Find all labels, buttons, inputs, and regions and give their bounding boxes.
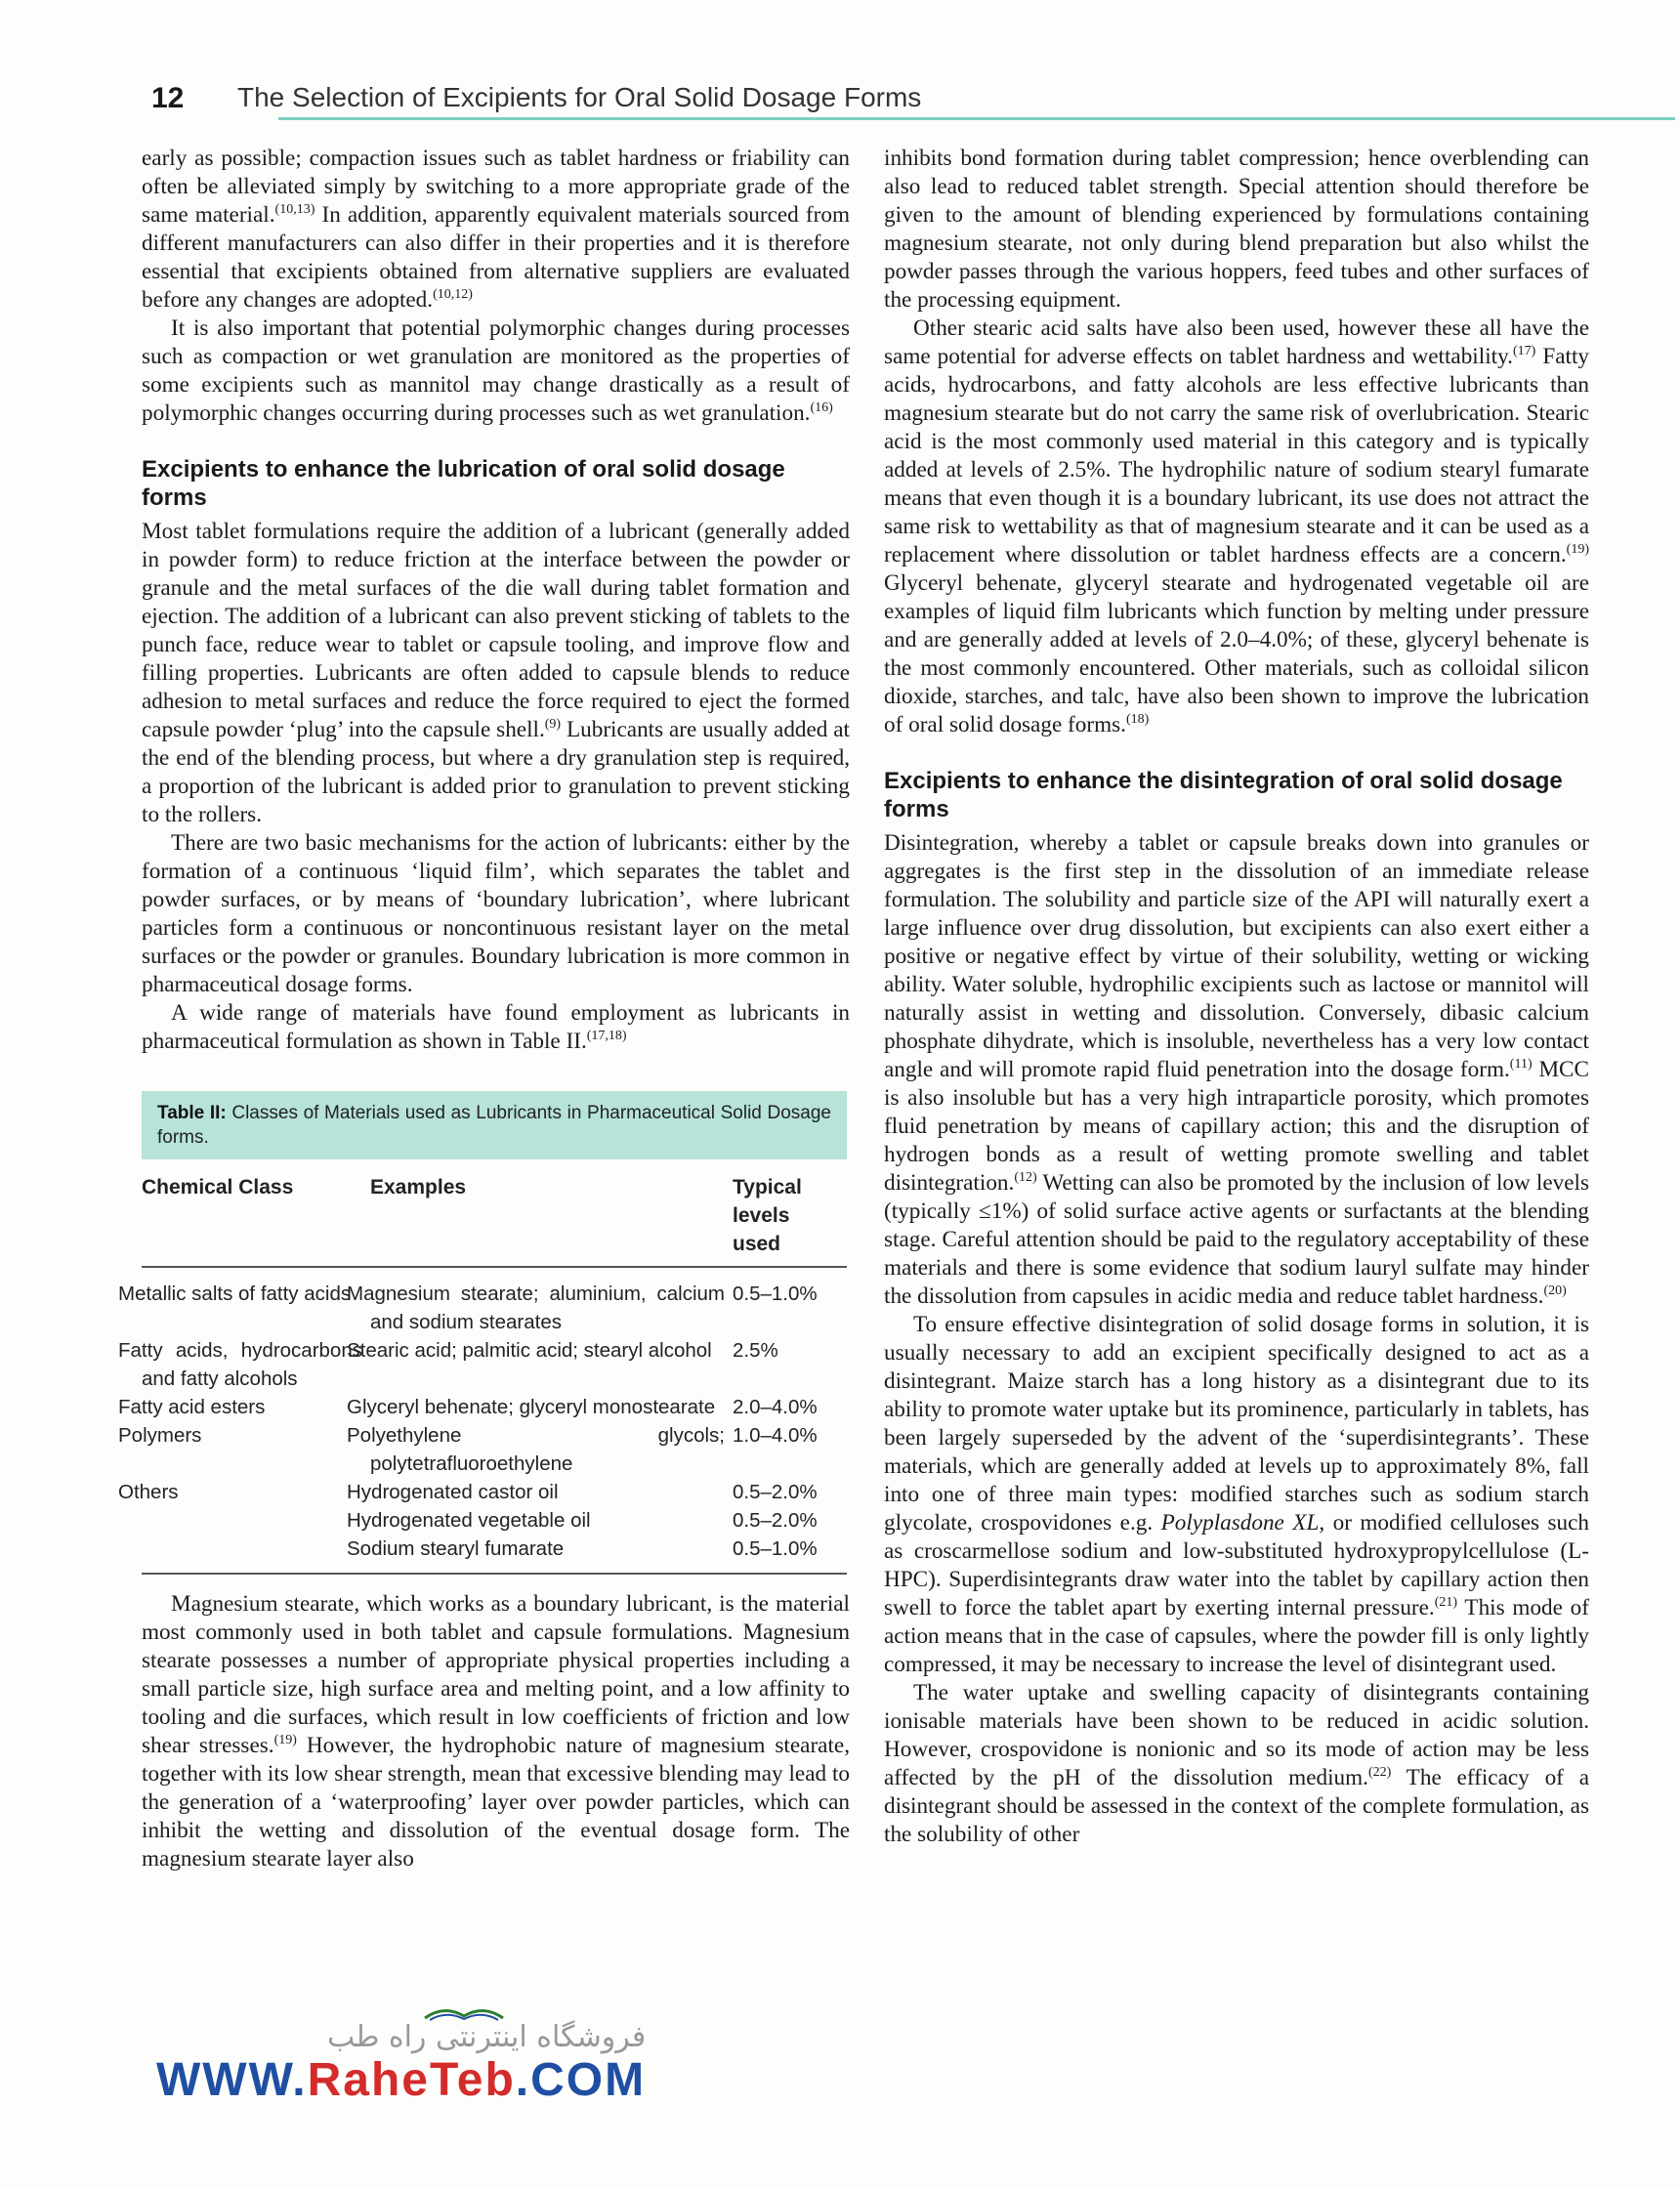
table-cell [142,1535,370,1574]
column-header: Chemical Class [142,1173,370,1267]
paragraph: Magnesium stearate, which works as a boundary lubricant, is the material most commonly used in both tablet and capsule formulations. Magnesium stearate possesses a number of appropriate physical properties including a small particle size, high surface area and melting point, and a low affinity to tooling and die surfaces, which result in low coefficients of friction and low shear stresses.$^{(19)}$ However, the hydrophobic nature of magnesium stearate, together with its low shear strength, mean that excessive blending may lead to the generation of a ‘waterproofing’ layer over powder particles, which can inhibit the wetting and dissolution of the eventual dosage form. The magnesium stearate layer also [142,1591,850,1872]
watermark-logo [156,2002,703,2120]
header-rule [278,117,1675,120]
table-header-row [142,1173,847,1267]
watermark-url: WWW.RaheTeb.COM [156,2054,647,2106]
left-column [118,145,850,1873]
paragraph: Most tablet formulations require the addition of a lubricant (generally added in powder form) to reduce friction at the interface between the powder or granule and the metal surfaces of the die wall during tablet formation and ejection. The addition of a lubricant can also prevent sticking of tablets to the punch face, reduce wear to tablet or capsule tooling, and improve flow and filling properties. Lubricants are often added to capsule blends to reduce adhesion to metal surfaces and reduce the force required to eject the formed capsule powder ‘plug’ into the capsule shell.$^{(9)}$ Lubricants are usually added at the end of the blending process, but where a dry granulation step is required, a proportion of the lubricant is added prior to granulation to prevent sticking to the rollers. [142,519,850,827]
citation: (19) [273,1733,297,1747]
paragraph: To ensure effective disintegration of solid dosage forms in solution, it is usually necessary to add an excipient specifically designed to act as a disintegrant. Maize starch has a long history as a disintegrant due to its ability to promote water uptake but its prominence, particularly in tablets, has been largely superseded by the advent of the ‘superdisintegrants’. These materials, which are generally added at levels up to approximately 8%, fall into one of three main types: modified starches such as sodium starch glycolate, crospovidones e.g. Polyplasdone XL, or modified celluloses such as croscarmellose sodium and low-substituted hydroxypropylcellulose (L-HPC). Superdisintegrants draw water into the tablet by capillary action then swell to force the tablet apart by exerting internal pressure.$^{(21)}$ This mode of action means that in the case of capsules, where the powder fill is only lightly compressed, it may be necessary to increase the level of disintegrant used. [884,1312,1590,1677]
table-cell: 1.0–4.0% [733,1424,818,1447]
paragraph: inhibits bond formation during tablet compression; hence overblending can also lead to reduced tablet strength. Special attention should therefore be given to the amount of blending experienced by formulations containing magnesium stearate, not only during blend preparation but also whilst the powder passes through the various hoppers, feed tubes and other surfaces of the processing equipment. [884,146,1589,313]
table-row [142,1535,847,1574]
citation: (9) [544,717,562,732]
table-row [142,1336,847,1393]
section-heading-disintegration: Excipients to enhance the disintegration of oral solid dosage forms [884,768,1563,822]
paragraph: There are two basic mechanisms for the action of lubricants: either by the formation of a continuous ‘liquid film’, which separates the tablet and powder surfaces, or by means of ‘boundary lubrication’, where lubricant particles form a continuous or noncontinuous resistant layer on the metal surfaces or the powder or granules. Boundary lubrication is more common in pharmaceutical dosage forms. [142,830,850,997]
table-cell: 0.5–1.0% [733,1537,818,1560]
table-row [142,1506,847,1535]
table-cell: Glyceryl behenate; glyceryl monostearate [347,1396,716,1418]
column-header: Typical levels used [733,1173,847,1267]
citation: (10,13) [274,202,315,217]
table-cell: Polyethylene glycols; polytetrafluoroethylene [347,1424,725,1475]
lubricant-data-table [118,1173,847,1575]
table-cell: 2.0–4.0% [733,1396,818,1418]
citation: (21) [1434,1595,1458,1610]
table-cell: Hydrogenated vegetable oil [347,1509,591,1532]
table-cell: Fatty acid esters [118,1396,266,1418]
table-cell: Magnesium stearate; aluminium, calcium and sodium stearates [347,1283,725,1333]
lubricant-table [118,1091,847,1575]
table-cell: Others [118,1481,179,1503]
page-header [151,76,1602,125]
citation: (17,18) [586,1029,627,1043]
table-cell: Hydrogenated castor oil [347,1481,559,1503]
table-row [142,1478,847,1506]
table-cell: Polymers [118,1424,202,1447]
table-cell: 0.5–1.0% [733,1283,818,1305]
table-row [142,1267,847,1336]
open-book-icon [420,2002,508,2022]
table-cell: Stearic acid; palmitic acid; stearyl alcohol [347,1339,712,1362]
table-cell [142,1506,370,1535]
column-header: Examples [370,1173,733,1267]
paragraph: Other stearic acid salts have also been used, however these all have the same potential for adverse effects on tablet hardness and wettability.$^{(17)}$ Fatty acids, hydrocarbons, and fatty alcohols are less effective lubricants than magnesium stearate but do not carry the same risk of overlubrication. Stearic acid is the most commonly used material in this category and is typically added at levels of 2.5%. The hydrophilic nature of sodium stearyl fumarate means that even though it is a boundary lubricant, its use does not attract the same risk to wettability as that of magnesium stearate and it can be used as a replacement where dissolution or tablet hardness effects are a concern.$^{(19)}$ Glyceryl behenate, glyceryl stearate and hydrogenated vegetable oil are examples of liquid film lubricants which function by melting under pressure and are generally added at levels of 2.0–4.0%; of these, glyceryl behenate is the most commonly encountered. Other materials, such as colloidal silicon dioxide, starches, and talc, have also been shown to improve the lubrication of oral solid dosage forms.$^{(18)}$ [884,316,1589,737]
paragraph: early as possible; compaction issues such as tablet hardness or friability can often be alleviated simply by switching to a more appropriate grade of the same material.$^{(10,13)}$ In addition, apparently equivalent materials sourced from different manufacturers can also differ in their properties and it is therefore essential that excipients obtained from alternative suppliers are evaluated before any changes are adopted.$^{(10,12)}$ [142,146,850,313]
citation: (20) [1543,1283,1567,1298]
table-row [142,1421,847,1478]
citation: (12) [1014,1170,1037,1185]
table-caption: Table II: Classes of Materials used as Lubricants in Pharmaceutical Solid Dosage forms. [142,1091,847,1159]
paragraph: A wide range of materials have found employment as lubricants in pharmaceutical formulation as shown in Table II.$^{(17,18)}$ [142,1000,850,1054]
paragraph: It is also important that potential polymorphic changes during processes such as compaction or wet granulation are monitored as the properties of some excipients such as mannitol may change drastically as a result of polymorphic changes occurring during processes such as wet granulation.$^{(16)}$ [142,316,850,426]
running-title: The Selection of Excipients for Oral Solid Dosage Forms [237,82,922,112]
citation: (18) [1125,712,1150,727]
table-cell: 2.5% [733,1339,778,1362]
table-row [142,1393,847,1421]
paragraph: Disintegration, whereby a tablet or capsule breaks down into granules or aggregates is the first step in the dissolution of an immediate release formulation. The solubility and particle size of the API will naturally exert a large influence over drug dissolution, but excipients can also exert either a positive or negative effect by virtue of their solubility, wetting or wicking ability. Water soluble, hydrophilic excipients such as lactose or mannitol will naturally assist in wetting and dissolution. Conversely, dibasic calcium phosphate dihydrate, which is insoluble, nevertheless has a very low contact angle and will promote rapid fluid penetration into the dosage form.$^{(11)}$ MCC is also insoluble but has a very high intraparticle porosity, which promotes fluid penetration by means of capillary action; this and the disruption of hydrogen bonds as a result of wetting promote swelling and tablet disintegration.$^{(12)}$ Wetting can also be promoted by the inclusion of low levels (typically ≤1%) of solid surface active agents or surfactants at the blending stage. Careful attention should be paid to the regulatory acceptability of these materials and there is some evidence that sodium lauryl sulfate may hinder the dissolution from capsules in acidic media and reduce tablet hardness.$^{(20)}$ [884,830,1589,1309]
page-number: 12 [151,82,185,114]
citation: (17) [1512,344,1536,358]
table-cell: Metallic salts of fatty acids [118,1283,352,1305]
right-column [884,145,1589,1849]
table-cell: 0.5–2.0% [733,1481,818,1503]
citation: (22) [1367,1765,1392,1780]
citation: (10,12) [433,287,473,302]
citation: (11) [1509,1057,1533,1072]
table-cell: Sodium stearyl fumarate [347,1537,565,1560]
section-heading-lubrication: Excipients to enhance the lubrication of oral solid dosage forms [142,456,785,511]
table-cell: Fatty acids, hydrocarbons and fatty alcohols [118,1339,362,1390]
citation: (19) [1566,542,1589,557]
product-name: Polyplasdone XL [1160,1510,1320,1536]
citation: (16) [810,400,833,415]
table-cell: 0.5–2.0% [733,1509,818,1532]
watermark-persian-text: فروشگاه اینترنتی راه طب [327,2020,647,2054]
paragraph: The water uptake and swelling capacity of disintegrants containing ionisable materials have been shown to be reduced in acidic solution. However, crospovidone is nonionic and so its mode of action may be less affected by the pH of the dissolution medium.$^{(22)}$ The efficacy of a disintegrant should be assessed in the context of the complete formulation, as the solubility of other [884,1680,1589,1847]
